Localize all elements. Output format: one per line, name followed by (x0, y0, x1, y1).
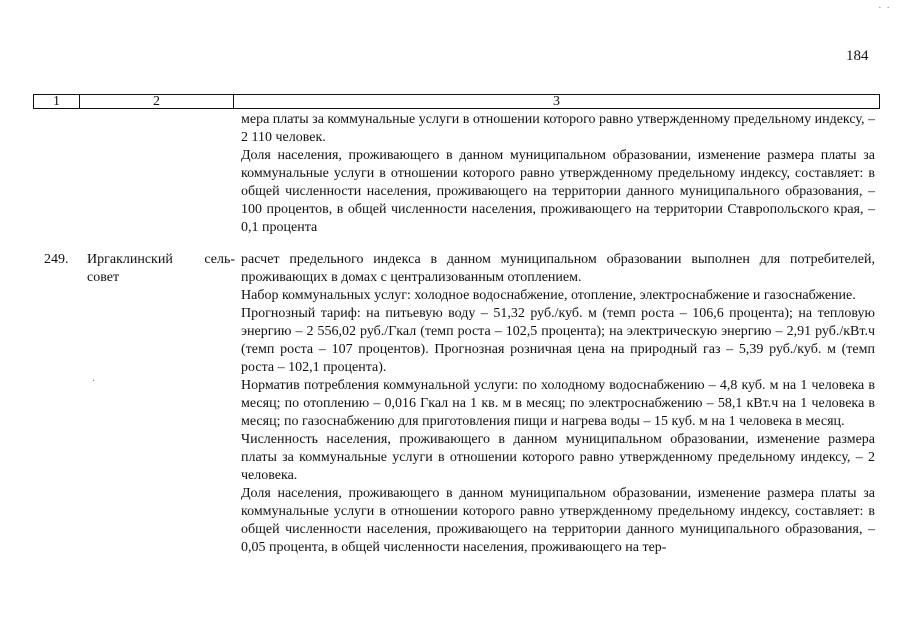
municipality-name-part3: совет (87, 270, 120, 285)
entry-number: 249. (44, 252, 69, 267)
entry-municipality-name (87, 251, 235, 287)
entry-paragraph-2: Набор коммунальных услуг: холодное водоснабжение, отопление, электроснабжение и газоснабжение. (241, 288, 856, 303)
entry-paragraph-5: Численность населения, проживающего в данном муниципальном образовании, изменение размера платы за коммунальные услуги в отношении которого равно утвержденному предельному индексу, – 2 человека. (241, 432, 875, 483)
scan-corner-mark: · · (878, 2, 892, 14)
entry-paragraph-3: Прогнозный тариф: на питьевую воду – 51,32 руб./куб. м (темп роста – 106,6 процента); на тепловую энергию – 2 556,02 руб./Гкал (темп роста – 102,5 процента); на электрическую энергию – 2,91 руб./кВт.ч (темп роста – 107 процентов). Прогнозная розничная цена на природный газ – 5,39 руб./куб. м (темп роста – 102,1 процента). (241, 306, 875, 375)
municipality-name-part1: Иргаклинский (87, 252, 173, 267)
municipality-name-part2: сель- (204, 252, 235, 267)
continued-paragraph-2: Доля населения, проживающего в данном муниципальном образовании, изменение размера платы за коммунальные услуги в отношении которого равно утвержденному предельному индексу, составляет: в общей численности населения, проживающего на территории данного муниципального образования, – 100 процентов, в общей численности населения, проживающего на территории Ставропольского края, – 0,1 процента (241, 148, 875, 235)
scan-speck: · (92, 376, 96, 387)
entry-paragraph-4: Норматив потребления коммунальной услуги: по холодному водоснабжению – 4,8 куб. м на 1 человека в месяц; по отоплению – 0,016 Гкал на 1 кв. м в месяц; по электроснабжению – 58,1 кВт.ч на 1 человека в месяц; по газоснабжению для приготовления пищи и нагрева воды – 15 куб. м на 1 человека в месяц. (241, 378, 875, 429)
continued-paragraph-1: мера платы за коммунальные услуги в отношении которого равно утвержденному предельному индексу, – 2 110 человек. (241, 112, 875, 145)
entry-paragraph-6: Доля населения, проживающего в данном муниципальном образовании, изменение размера платы за коммунальные услуги в отношении которого равно утвержденному предельному индексу, составляет: в общей численности населения, проживающего на территории данного муниципального образования, – 0,05 процента, в общей численности населения, проживающего на тер- (241, 486, 875, 555)
entry-paragraph-1: расчет предельного индекса в данном муниципальном образовании выполнен для потребителей, проживающих в домах с централизованным отоплением. (241, 252, 875, 285)
column-header-3: 3 (553, 94, 560, 109)
column-header-1: 1 (34, 95, 80, 108)
column-header-2: 2 (80, 95, 234, 108)
continued-entry-text (241, 111, 875, 237)
page-number: 184 (846, 48, 869, 64)
entry-249-text (241, 251, 875, 557)
table-header-row (33, 94, 880, 109)
